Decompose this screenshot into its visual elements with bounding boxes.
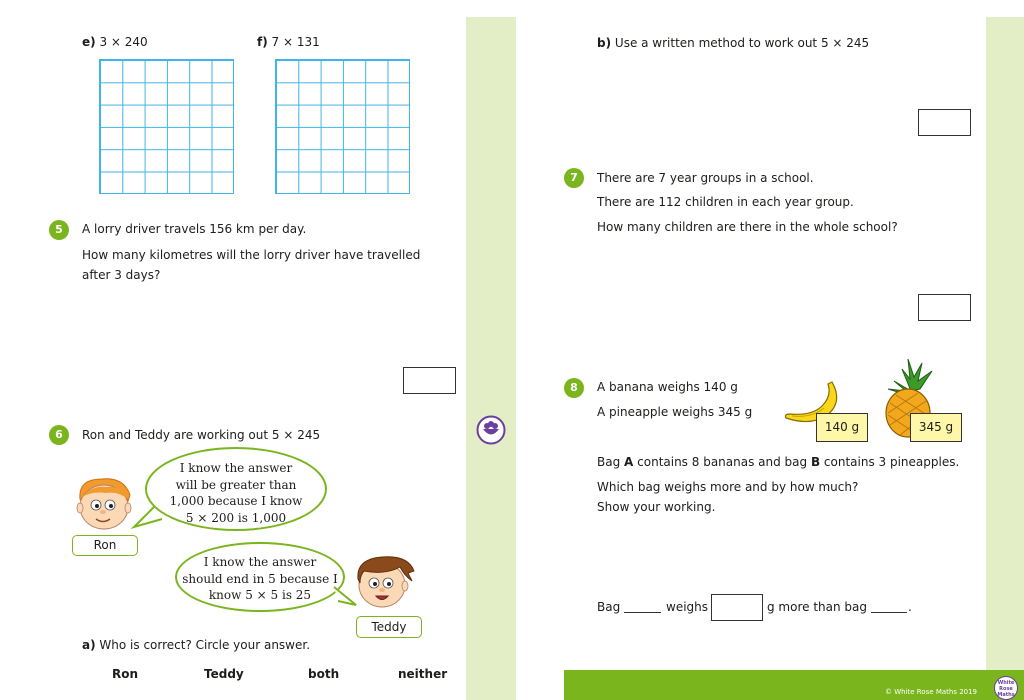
left-page-margin-stripe xyxy=(466,17,516,700)
q5-answer-box[interactable] xyxy=(403,367,456,394)
q6a-option-ron[interactable]: Ron xyxy=(112,667,139,681)
q8-answer-bag-blank-2[interactable] xyxy=(871,612,907,613)
logo-word: White xyxy=(997,680,1015,686)
q8-answer-bag-blank-1[interactable] xyxy=(624,612,661,613)
ron-name-tag: Ron xyxy=(72,535,138,556)
teddy-speech-line: know 5 × 5 is 25 xyxy=(208,588,312,602)
teddy-speech-bubble xyxy=(175,542,345,612)
ron-speech-line: 5 × 200 is 1,000 xyxy=(185,510,287,525)
q7-line2: There are 112 children in each year group. xyxy=(597,195,854,209)
q7-answer-box[interactable] xyxy=(918,294,971,321)
q5-line3: after 3 days? xyxy=(82,268,161,282)
q6a-prompt: a) Who is correct? Circle your answer. xyxy=(82,638,311,652)
q6a-option-both[interactable]: both xyxy=(308,667,340,681)
q8-answer-weighs-label: weighs xyxy=(666,600,709,614)
q4f-label: f) 7 × 131 xyxy=(257,35,320,49)
ron-speech-bubble xyxy=(145,447,327,531)
ron-speech-line: will be greater than xyxy=(175,477,297,492)
teddy-speech-line: I know the answer xyxy=(203,555,317,569)
white-rose-page-logo-icon xyxy=(476,415,506,445)
q6b-answer-box[interactable] xyxy=(918,109,971,136)
logo-word: Maths xyxy=(997,692,1015,698)
ron-avatar-icon xyxy=(72,475,136,533)
q8-line3: Bag A contains 8 bananas and bag B contains 3 pineapples. xyxy=(597,455,960,469)
q8-answer-more-label: g more than bag xyxy=(767,600,868,614)
pineapple-weight-label: 345 g xyxy=(910,413,962,442)
q8-line4: Which bag weighs more and by how much? xyxy=(597,480,859,494)
ron-speech-line: 1,000 because I know xyxy=(169,494,303,508)
teddy-name-tag: Teddy xyxy=(356,616,422,638)
q8-line2: A pineapple weighs 345 g xyxy=(597,405,753,419)
q8-line5: Show your working. xyxy=(597,500,716,514)
q8-answer-bag-label: Bag xyxy=(597,600,621,614)
q6a-option-teddy[interactable]: Teddy xyxy=(204,667,244,681)
banana-weight-label: 140 g xyxy=(816,413,868,442)
q5-number-badge: 5 xyxy=(49,220,69,240)
q4f-working-grid[interactable] xyxy=(275,59,410,194)
q8-answer-end: . xyxy=(908,600,912,614)
q7-number-badge: 7 xyxy=(564,168,584,188)
q7-line1: There are 7 year groups in a school. xyxy=(597,171,814,185)
teddy-avatar-icon xyxy=(352,553,418,611)
logo-word: Rose xyxy=(999,686,1013,692)
teddy-speech-line: should end in 5 because I xyxy=(182,571,338,586)
q6-number-badge: 6 xyxy=(49,425,69,445)
q8-number-badge: 8 xyxy=(564,378,584,398)
ron-bubble-tail xyxy=(130,505,164,531)
q5-line1: A lorry driver travels 156 km per day. xyxy=(82,222,307,236)
q7-line3: How many children are there in the whole school? xyxy=(597,220,898,234)
q6b-prompt: b) Use a written method to work out 5 × 245 xyxy=(597,36,870,50)
right-page-margin-stripe xyxy=(986,17,1024,670)
q4e-label: e) 3 × 240 xyxy=(82,35,148,49)
q5-line2: How many kilometres will the lorry driver have travelled xyxy=(82,248,421,262)
footer-copyright: © White Rose Maths 2019 xyxy=(885,688,978,696)
q8-answer-weight-box[interactable] xyxy=(711,594,763,621)
q6a-option-neither[interactable]: neither xyxy=(398,667,448,681)
white-rose-maths-logo xyxy=(994,676,1018,700)
q4e-working-grid[interactable] xyxy=(99,59,234,194)
q8-line1: A banana weighs 140 g xyxy=(597,380,738,394)
ron-speech-line: I know the answer xyxy=(179,461,293,475)
q6-intro: Ron and Teddy are working out 5 × 245 xyxy=(82,428,321,442)
